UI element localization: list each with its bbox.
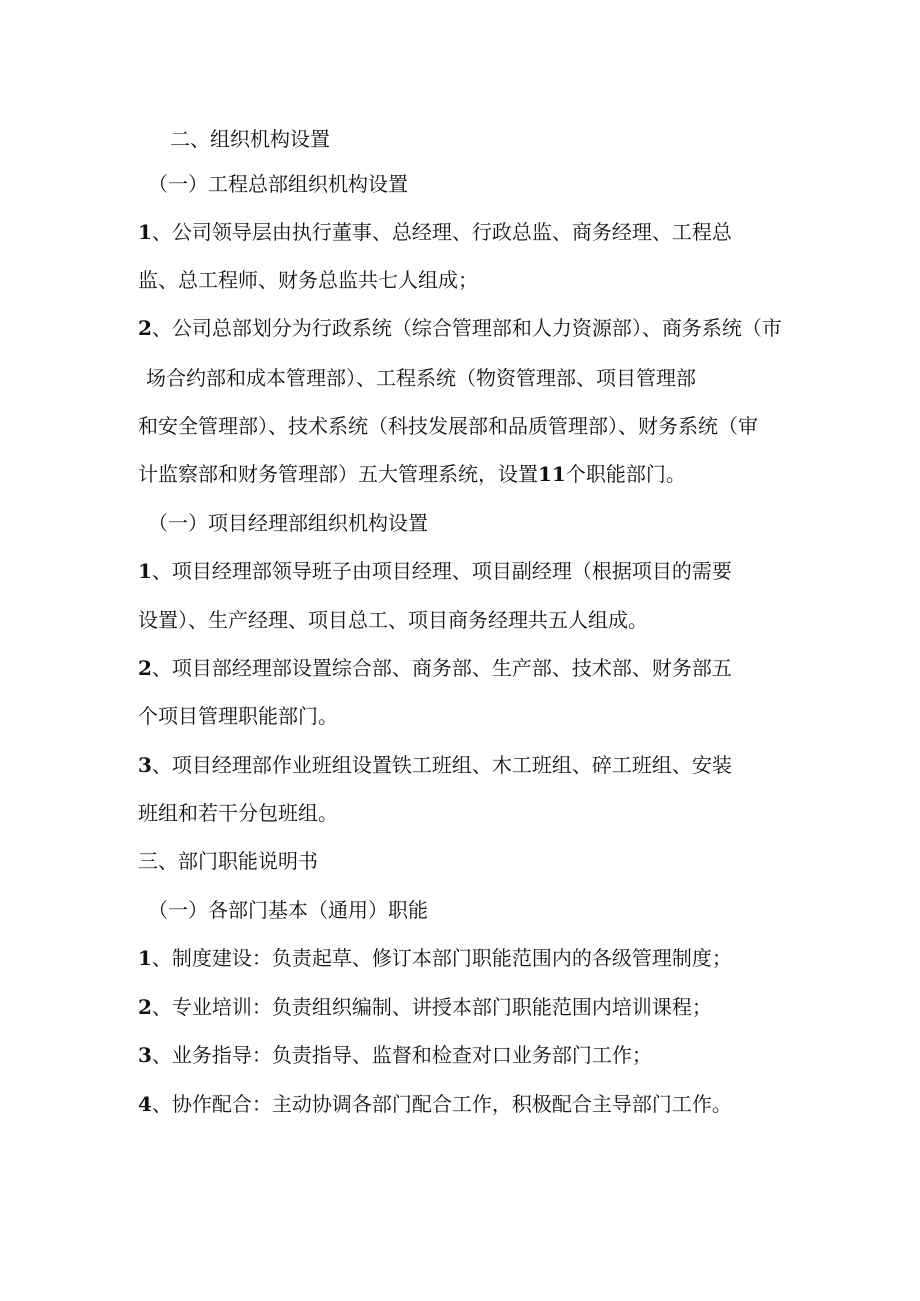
paragraph-4-line-1: [138, 656, 732, 680]
item-number: 1: [138, 220, 152, 244]
paragraph-5-line-1: [138, 753, 732, 777]
paragraph-2-line-1: [138, 316, 782, 340]
item-text: 、制度建设：负责起草、修订本部门职能范围内的各级管理制度；: [151, 946, 732, 970]
item-number: 3: [138, 753, 152, 777]
item-text: 、业务指导：负责指导、监督和检查对口业务部门工作；: [151, 1043, 652, 1067]
item-text: 、公司总部划分为行政系统（综合管理部和人力资源部）、商务系统（市: [151, 316, 782, 340]
item-text: 、项目经理部作业班组设置铁工班组、木工班组、碎工班组、安装: [151, 753, 732, 777]
item-number: 2: [138, 995, 152, 1019]
item-text: 、协作配合：主动协调各部门配合工作，积极配合主导部门工作。: [151, 1092, 732, 1116]
paragraph-2-line-4: [138, 462, 686, 486]
function-item-4: [138, 1092, 732, 1116]
paragraph-5-line-2: 班组和若干分包班组。: [138, 801, 338, 825]
item-number: 2: [138, 656, 152, 680]
item-number: 1: [138, 946, 152, 970]
item-text: 、专业培训：负责组织编制、讲授本部门职能范围内培训课程；: [151, 995, 712, 1019]
department-count: 11: [538, 462, 566, 486]
paragraph-4-line-2: 个项目管理职能部门。: [138, 704, 338, 728]
paragraph-3-line-1: [138, 559, 732, 583]
subsection-heading-3: （一）各部门基本（通用）职能: [148, 898, 428, 922]
item-number: 1: [138, 559, 152, 583]
paragraph-2-line-3: 和安全管理部）、技术系统（科技发展部和品质管理部）、财务系统（审: [138, 414, 758, 438]
section-heading-3: 三、部门职能说明书: [138, 849, 318, 873]
function-item-1: [138, 946, 732, 970]
paragraph-1-line-2: 监、总工程师、财务总监共七人组成；: [138, 268, 478, 292]
section-heading-2: 二、组织机构设置: [170, 127, 330, 151]
item-number: 2: [138, 316, 152, 340]
item-number: 3: [138, 1043, 152, 1067]
function-item-3: [138, 1043, 652, 1067]
item-text: 计监察部和财务管理部）五大管理系统，设置: [138, 462, 538, 486]
paragraph-1-line-1: [138, 220, 732, 244]
item-text: 、项目部经理部设置综合部、商务部、生产部、技术部、财务部五: [151, 656, 732, 680]
subsection-heading-2: （一）项目经理部组织机构设置: [148, 511, 428, 535]
paragraph-3-line-2: 设置）、生产经理、项目总工、项目商务经理共五人组成。: [138, 608, 648, 632]
item-text: 、项目经理部领导班子由项目经理、项目副经理（根据项目的需要: [151, 559, 732, 583]
item-number: 4: [138, 1092, 152, 1116]
subsection-heading-1: （一）工程总部组织机构设置: [148, 172, 408, 196]
item-text: 个职能部门。: [565, 462, 686, 486]
item-text: 、公司领导层由执行董事、总经理、行政总监、商务经理、工程总: [151, 220, 732, 244]
function-item-2: [138, 995, 712, 1019]
paragraph-2-line-2: 场合约部和成本管理部）、工程系统（物资管理部、项目管理部: [146, 366, 696, 390]
